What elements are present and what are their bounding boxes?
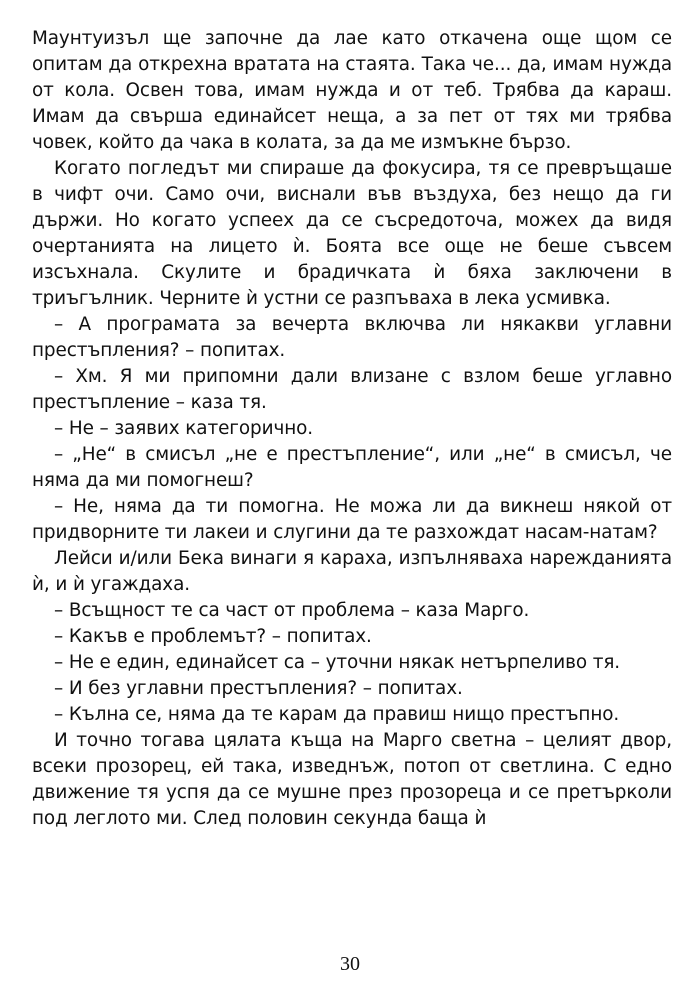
- paragraph: – Какъв е проблемът? – попитах.: [54, 626, 372, 647]
- paragraph: Маунтуизъл ще започне да лае като откачена още щом се опитам да открехна вратата на стаята. Така че... да, имам нужда от кола. Освен това, имам нужда и от теб. Трябва да караш. Имам да свърша единайсет неща, а за пет от тях ми трябва човек, който да чака в колата, за да ме измъкне бързо.: [32, 28, 672, 153]
- paragraph: – Не, няма да ти помогна. Не можа ли да викнеш някой от придворните ти лакеи и слугини да те разхождат насам-натам?: [32, 496, 672, 543]
- paragraph: – А програмата за вечерта включва ли някакви углавни престъпления? – попитах.: [32, 314, 672, 361]
- paragraph: – Кълна се, няма да те карам да правиш нищо престъпно.: [54, 704, 620, 725]
- paragraph: Лейси и/или Бека винаги я караха, изпълняваха нарежданията ѝ, и ѝ угаждаха.: [32, 548, 672, 595]
- paragraph: Когато погледът ми спираше да фокусира, тя се превръщаше в чифт очи. Само очи, виснали във въздуха, без нещо да ги държи. Но когато успеех да се съсредоточа, можех да видя очертанията на лицето ѝ. Боята все още не беше съвсем изсъхнала. Скулите и брадичката ѝ бяха заключени в триъгълник. Черните ѝ устни се разпъваха в лека усмивка.: [32, 158, 672, 309]
- paragraph: – Всъщност те са част от проблема – каза Марго.: [54, 600, 530, 621]
- body-text: [32, 26, 672, 832]
- paragraph: И точно тогава цялата къща на Марго светна – целият двор, всеки прозорец, ей така, изведнъж, потоп от светлина. С едно движение тя успя да се мушне през прозореца и се претърколи под леглото ми. След половин секунда баща ѝ: [32, 730, 672, 829]
- paragraph: – Не е един, единайсет са – уточни някак нетърпеливо тя.: [54, 652, 621, 673]
- page-number: 30: [340, 953, 360, 975]
- paragraph: – И без углавни престъпления? – попитах.: [54, 678, 463, 699]
- paragraph: – Не – заявих категорично.: [54, 418, 314, 439]
- paragraph: – „Не“ в смисъл „не е престъпление“, или „не“ в смисъл, че няма да ми помогнеш?: [32, 444, 672, 491]
- paragraph: – Хм. Я ми припомни дали влизане с взлом беше углавно престъпление – каза тя.: [32, 366, 672, 413]
